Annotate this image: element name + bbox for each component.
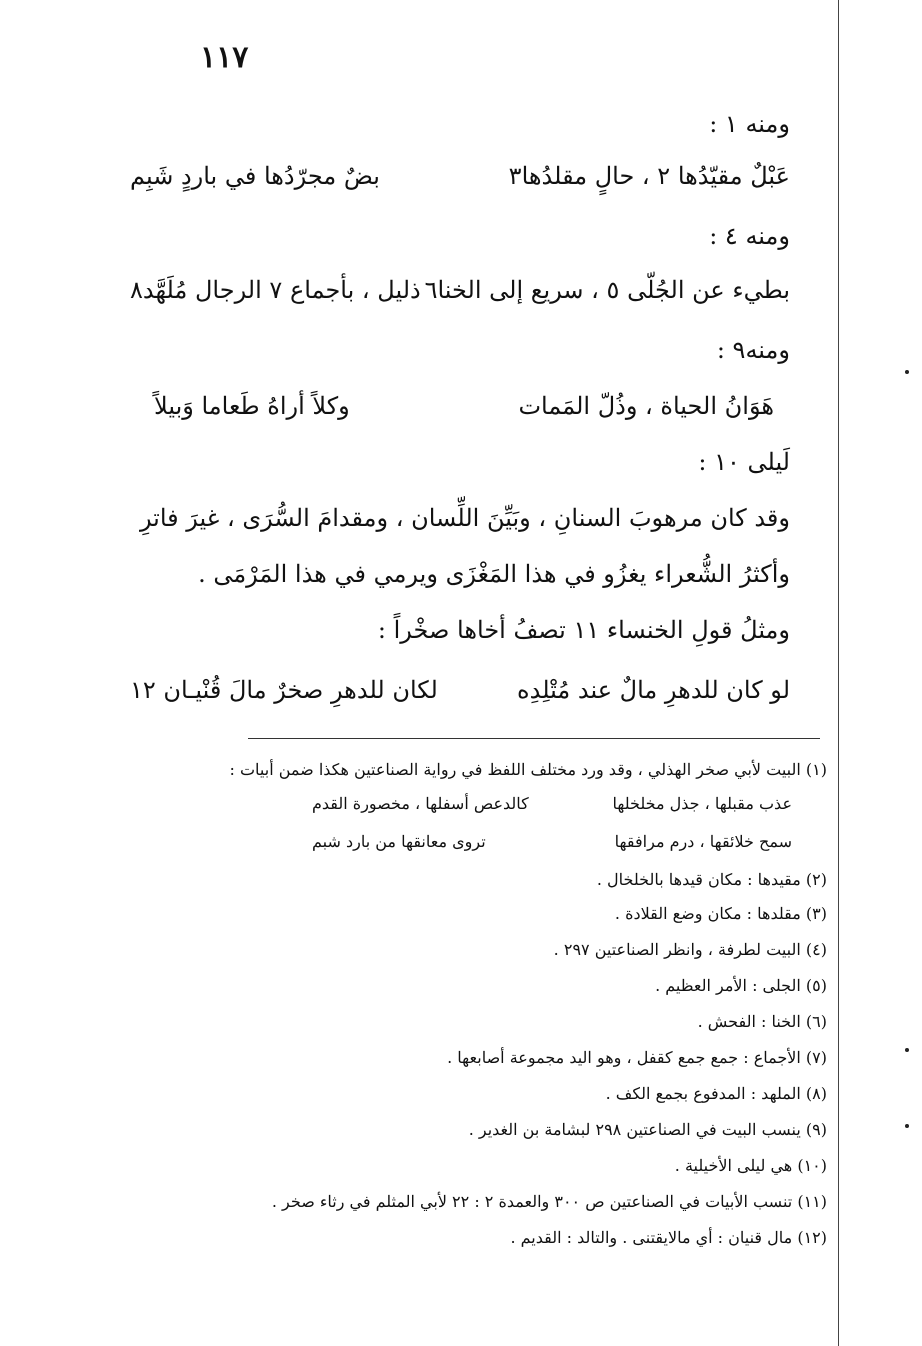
footnote-1-verse-2 <box>312 832 792 854</box>
footnote-2: (٢) مقيدها : مكان قيدها بالخلخال . <box>596 870 827 889</box>
prose-line: وأكثرُ الشُّعراء يغزُو في هذا المَغْزَى ويرمي في هذا المَرْمَى . <box>198 560 790 588</box>
verse-5-first-hemistich: لو كان للدهرِ مالٌ عند مُتْلِدِه <box>517 676 790 704</box>
verse-2-second-hemistich: ذليل ، بأجماع ٧ الرجال مُلَهَّد٨ <box>130 276 421 304</box>
footnote-separator <box>248 738 820 739</box>
page-number: ١١٧ <box>200 40 249 75</box>
verse-1-first-hemistich: عَبْلٌ مقيّدُها ٢ ، حالٍ مقلدُها٣ <box>508 162 790 190</box>
intro-line: ومنه ٤ : <box>709 222 790 250</box>
footnote-7: (٧) الأجماع : جمع جمع كقفل ، وهو اليد مجموعة أصابعها . <box>447 1048 827 1067</box>
footnote-12: (١٢) مال قنيان : أي مالايقتنى . والتالد : القديم . <box>510 1228 827 1247</box>
footnote-verse-hemistich: عذب مقبلها ، جذل مخلخلها <box>612 794 792 813</box>
footnote-verse-hemistich: كالدعص أسفلها ، مخصورة القدم <box>312 794 529 813</box>
footnote-verse-hemistich: تروى معانقها من بارد شبم <box>312 832 486 851</box>
footnote-4: (٤) البيت لطرفة ، وانظر الصناعتين ٢٩٧ . <box>553 940 827 959</box>
edge-mark <box>905 1124 909 1128</box>
intro-line: ومثلُ قولِ الخنساء ١١ تصفُ أخاها صخْراً : <box>377 616 790 644</box>
edge-mark <box>905 370 909 374</box>
verse-3-second-hemistich: وكلاً أراهُ طَعاما وَبيلاً <box>154 392 350 420</box>
verse-1 <box>130 162 790 202</box>
footnote-6: (٦) الخنا : الفحش . <box>697 1012 827 1031</box>
footnote-9: (٩) ينسب البيت في الصناعتين ٢٩٨ لبشامة بن الغدير . <box>468 1120 827 1139</box>
verse-4: وقد كان مرهوبَ السنانِ ، وبَيِّنَ اللِّسان ، ومقدامَ السُّرَى ، غيرَ فاترِ <box>139 504 790 532</box>
edge-mark <box>905 1048 909 1052</box>
verse-1-second-hemistich: بضٌ مجرّدُها في باردٍ شَبِم <box>130 162 380 190</box>
footnote-1-verse-1 <box>312 794 792 816</box>
page-edge-rule <box>838 0 839 1346</box>
intro-line: ومنه٩ : <box>716 336 790 364</box>
footnote-8: (٨) الملهد : المدفوع بجمع الكف . <box>605 1084 827 1103</box>
intro-line: ومنه ١ : <box>709 110 790 138</box>
verse-2 <box>130 276 790 316</box>
verse-5 <box>130 676 790 716</box>
verse-5-second-hemistich: لكان للدهرِ صخرٌ مالَ قُنْيـان ١٢ <box>130 676 438 704</box>
intro-line: لَيلى ١٠ : <box>698 448 790 476</box>
verse-3 <box>154 392 774 432</box>
footnote-3: (٣) مقلدها : مكان وضع القلادة . <box>614 904 827 923</box>
footnote-5: (٥) الجلى : الأمر العظيم . <box>655 976 827 995</box>
footnote-verse-hemistich: سمح خلائقها ، درم مرافقها <box>614 832 792 851</box>
footnote-10: (١٠) هي ليلى الأخيلية . <box>674 1156 827 1175</box>
verse-2-first-hemistich: بطيء عن الجُلّى ٥ ، سريع إلى الخنا٦ <box>424 276 790 304</box>
verse-3-first-hemistich: هَوَانُ الحياة ، وذُلّ المَمات <box>518 392 774 420</box>
footnote-1: (١) البيت لأبي صخر الهذلي ، وقد ورد مختلف اللفظ في رواية الصناعتين هكذا ضمن أبيات : <box>229 760 827 779</box>
footnote-11: (١١) تنسب الأبيات في الصناعتين ص ٣٠٠ والعمدة ٢ : ٢٢ لأبي المثلم في رثاء صخر . <box>271 1192 827 1211</box>
